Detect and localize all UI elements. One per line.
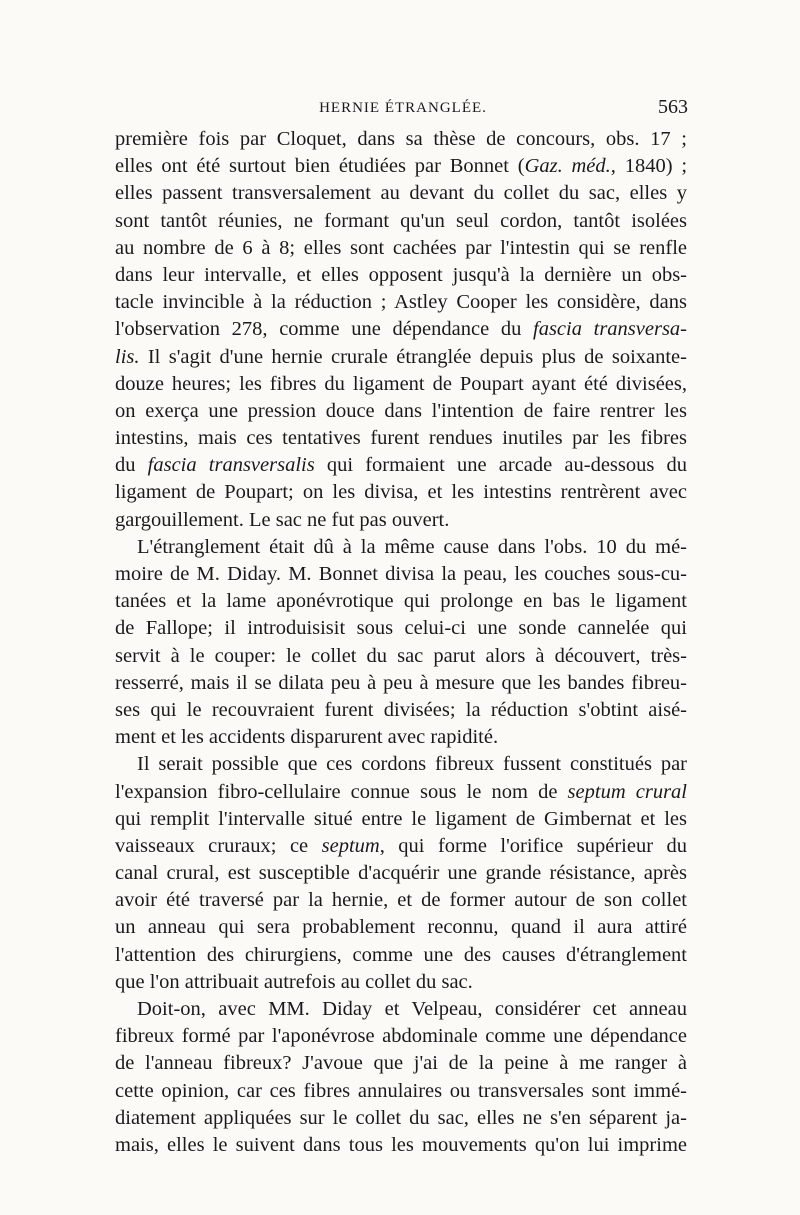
text-segment: ligament de Poupart; on les divisa, et les intestins rentrèrent avec bbox=[115, 481, 687, 504]
text-line bbox=[115, 969, 687, 996]
italic-text: lis. bbox=[115, 345, 140, 368]
text-line bbox=[115, 371, 687, 398]
text-segment: cette opinion, car ces fibres annulaires ou transversales sont immé- bbox=[115, 1079, 687, 1102]
text-segment: elles passent transversalement au devant du collet du sac, elles y bbox=[115, 182, 687, 205]
running-title: HERNIE ÉTRANGLÉE. bbox=[319, 100, 487, 116]
text-segment: que l'on attribuait autrefois au collet du sac. bbox=[115, 970, 473, 993]
text-segment: ses qui le recouvraient furent divisées; la réduction s'obtint aisé- bbox=[115, 698, 687, 721]
text-segment: tacle invincible à la réduction ; Astley Cooper les considère, dans bbox=[115, 291, 687, 314]
text-line bbox=[115, 724, 687, 751]
text-segment: fibreux formé par l'aponévrose abdominale comme une dépendance bbox=[115, 1025, 687, 1048]
text-line bbox=[115, 860, 687, 887]
text-line bbox=[115, 289, 687, 316]
text-line bbox=[115, 887, 687, 914]
text-line bbox=[115, 208, 687, 235]
text-line bbox=[115, 615, 687, 642]
page-number: 563 bbox=[658, 96, 688, 118]
text-segment: l'expansion fibro-cellulaire connue sous le nom de bbox=[115, 780, 568, 803]
text-segment: L'étranglement était dû à la même cause dans l'obs. 10 du mé- bbox=[137, 535, 687, 558]
text-line bbox=[115, 806, 687, 833]
text-line bbox=[115, 942, 687, 969]
text-line bbox=[115, 180, 687, 207]
text-segment: Il s'agit d'une hernie crurale étranglée depuis plus de soixante- bbox=[139, 345, 687, 368]
text-segment: Il serait possible que ces cordons fibreux fussent constitués par bbox=[137, 753, 687, 776]
text-line bbox=[115, 751, 687, 778]
text-line bbox=[115, 697, 687, 724]
text-segment: avoir été traversé par la hernie, et de former autour de son collet bbox=[115, 889, 687, 912]
text-line bbox=[115, 1105, 687, 1132]
text-line bbox=[115, 507, 687, 534]
text-line bbox=[115, 833, 687, 860]
text-segment: tanées et la lame aponévrotique qui prolonge en bas le ligament bbox=[115, 590, 687, 613]
italic-text: Gaz. méd., bbox=[524, 155, 616, 178]
text-segment: intestins, mais ces tentatives furent rendues inutiles par les fibres bbox=[115, 427, 687, 450]
text-line bbox=[115, 1050, 687, 1077]
text-segment: l'attention des chirurgiens, comme une des causes d'étranglement bbox=[115, 943, 687, 966]
text-line bbox=[115, 588, 687, 615]
text-segment: 1840) ; bbox=[615, 155, 687, 178]
text-segment: elles ont été surtout bien étudiées par Bonnet ( bbox=[115, 155, 525, 178]
text-segment: qui remplit l'intervalle situé entre le ligament de Gimbernat et les bbox=[115, 807, 687, 830]
text-line bbox=[115, 452, 687, 479]
text-segment: Doit-on, avec MM. Diday et Velpeau, considérer cet anneau bbox=[137, 998, 687, 1020]
text-line bbox=[115, 1023, 687, 1050]
text-line bbox=[115, 398, 687, 425]
text-segment: dans leur intervalle, et elles opposent jusqu'à la dernière un obs- bbox=[115, 263, 687, 286]
text-segment: gargouillement. Le sac ne fut pas ouvert. bbox=[115, 508, 450, 531]
text-segment: de Fallope; il introduisisit sous celui-ci une sonde cannelée qui bbox=[115, 617, 687, 640]
text-segment: du bbox=[115, 454, 148, 477]
text-segment: on exerça une pression douce dans l'intention de faire rentrer les bbox=[115, 399, 687, 422]
italic-text: septum bbox=[321, 834, 380, 857]
italic-text: fascia transversalis bbox=[147, 454, 315, 477]
text-line bbox=[115, 670, 687, 697]
text-line bbox=[115, 126, 687, 153]
text-line bbox=[115, 316, 687, 343]
text-line bbox=[115, 996, 687, 1023]
text-line bbox=[115, 1078, 687, 1105]
text-line bbox=[115, 779, 687, 806]
page-header bbox=[118, 94, 688, 124]
text-line bbox=[115, 643, 687, 670]
text-segment: diatement appliquées sur le collet du sac, elles ne s'en séparent ja- bbox=[115, 1106, 687, 1129]
text-line bbox=[115, 262, 687, 289]
text-line bbox=[115, 534, 687, 561]
text-segment: sont tantôt réunies, ne formant qu'un seul cordon, tantôt isolées bbox=[115, 209, 687, 232]
italic-text: fascia transversa- bbox=[533, 318, 687, 341]
text-segment: mais, elles le suivent dans tous les mouvements qu'on lui imprime bbox=[115, 1133, 687, 1156]
text-segment: de l'anneau fibreux? J'avoue que j'ai de la peine à me ranger à bbox=[115, 1052, 687, 1075]
text-line bbox=[115, 235, 687, 262]
text-segment: douze heures; les fibres du ligament de Poupart ayant été divisées, bbox=[115, 372, 687, 395]
body-text bbox=[115, 126, 687, 1159]
text-line bbox=[115, 153, 687, 180]
text-segment: qui formaient une arcade au-dessous du bbox=[314, 454, 687, 477]
text-segment: moire de M. Diday. M. Bonnet divisa la peau, les couches sous-cu- bbox=[115, 563, 687, 585]
text-line bbox=[115, 425, 687, 452]
text-segment: resserré, mais il se dilata peu à peu à mesure que les bandes fibreu- bbox=[115, 671, 687, 694]
text-segment: canal crural, est susceptible d'acquérir une grande résistance, après bbox=[115, 862, 687, 885]
italic-text: septum crural bbox=[567, 780, 687, 803]
text-segment: vaisseaux cruraux; ce bbox=[115, 834, 322, 857]
text-line bbox=[115, 479, 687, 506]
text-segment: , qui forme l'orifice supérieur du bbox=[379, 834, 687, 857]
text-segment: première fois par Cloquet, dans sa thèse de concours, obs. 17 ; bbox=[115, 128, 687, 150]
text-line bbox=[115, 914, 687, 941]
text-segment: ment et les accidents disparurent avec rapidité. bbox=[115, 726, 499, 749]
text-line bbox=[115, 1132, 687, 1159]
text-segment: servit à le couper: le collet du sac parut alors à découvert, très- bbox=[115, 644, 687, 667]
text-segment: au nombre de 6 à 8; elles sont cachées par l'intestin qui se renfle bbox=[115, 236, 687, 259]
text-line bbox=[115, 561, 687, 588]
text-segment: l'observation 278, comme une dépendance du bbox=[115, 318, 533, 341]
text-line bbox=[115, 344, 687, 371]
text-segment: un anneau qui sera probablement reconnu, quand il aura attiré bbox=[115, 916, 687, 939]
